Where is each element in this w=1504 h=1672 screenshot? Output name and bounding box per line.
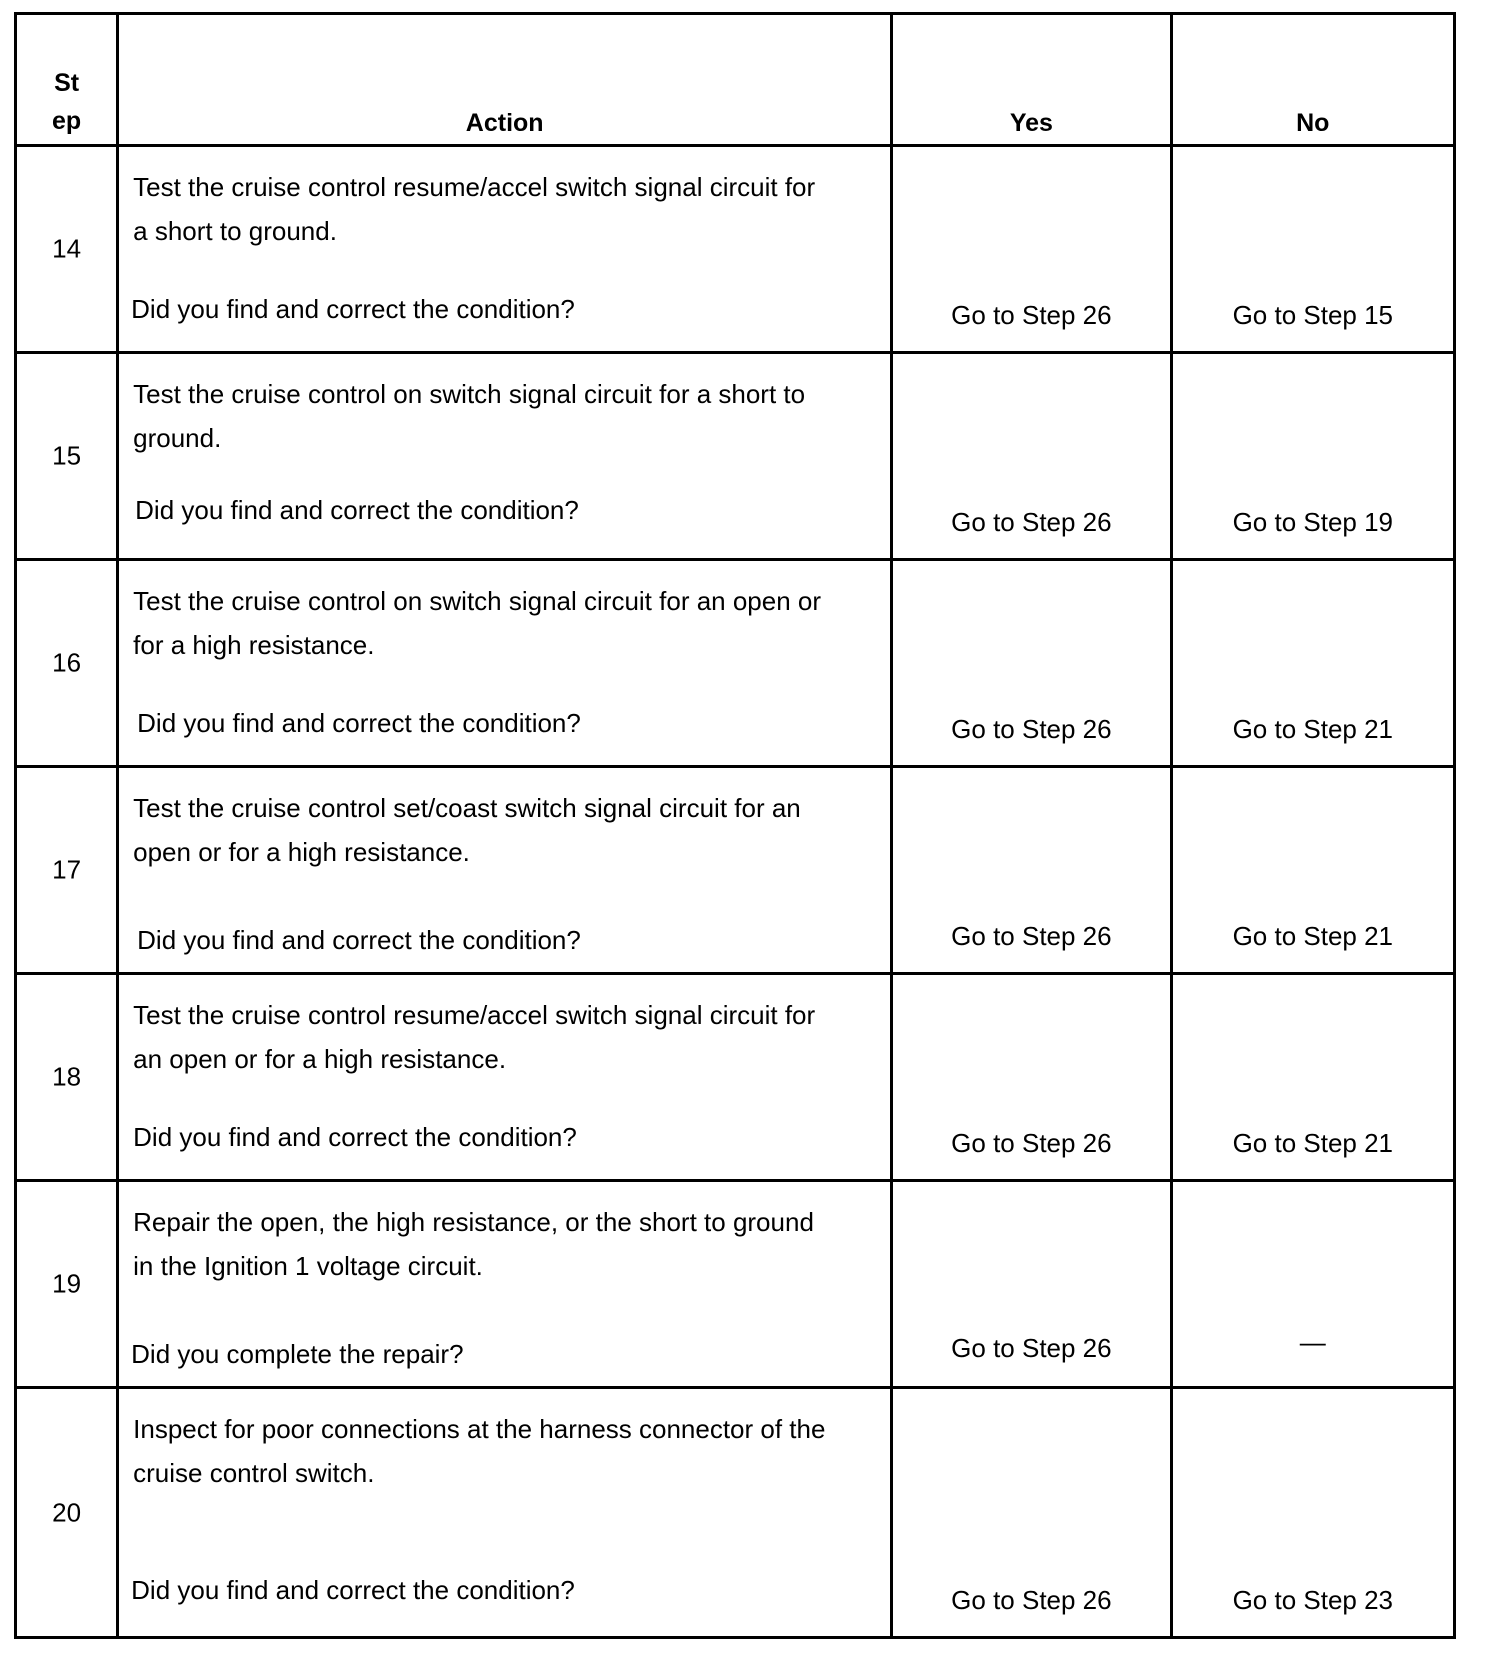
yes-result: Go to Step 26 [951,921,1112,951]
header-no-label: No [1296,109,1330,137]
step-cell [16,146,118,353]
action-cell [118,974,892,1181]
table-row [16,1388,1455,1638]
action-cell [118,353,892,560]
yes-result: Go to Step 26 [951,714,1112,744]
diagnostic-table [14,12,1456,1639]
step-number: 18 [52,1061,82,1092]
action-question: Did you find and correct the condition? [137,708,581,738]
header-step [16,14,118,146]
step-cell [16,1181,118,1388]
no-cell [1171,560,1454,767]
table-row [16,353,1455,560]
no-result: Go to Step 23 [1232,1585,1394,1615]
no-cell [1171,974,1454,1181]
yes-result: Go to Step 26 [951,1585,1112,1615]
yes-cell [892,1181,1171,1388]
yes-result: Go to Step 26 [951,1333,1112,1363]
action-question: Did you find and correct the condition? [131,294,575,324]
yes-cell [892,1388,1171,1638]
header-yes [892,14,1171,146]
action-cell [118,767,892,974]
no-result: Go to Step 21 [1232,1128,1394,1158]
table-row [16,1181,1455,1388]
action-cell [118,146,892,353]
action-cell [118,560,892,767]
table-row [16,146,1455,353]
header-row [16,14,1455,146]
no-result: — [1299,1327,1326,1357]
step-cell [16,974,118,1181]
step-cell [16,353,118,560]
header-action [118,14,892,146]
action-cell [118,1388,892,1638]
yes-result: Go to Step 26 [951,300,1112,330]
action-text: Test the cruise control resume/accel switch signal circuit for a short to ground. [133,172,816,246]
yes-cell [892,560,1171,767]
no-cell [1171,767,1454,974]
action-question: Did you find and correct the condition? [131,1575,575,1605]
no-result: Go to Step 21 [1232,921,1394,951]
step-number: 19 [52,1268,82,1299]
table-row [16,560,1455,767]
header-no [1171,14,1454,146]
step-number: 14 [52,233,82,264]
yes-cell [892,974,1171,1181]
action-text: Repair the open, the high resistance, or the short to ground in the Ignition 1 voltage circuit. [133,1207,814,1281]
step-number: 15 [52,440,82,471]
action-cell [118,1181,892,1388]
yes-cell [892,353,1171,560]
action-question: Did you find and correct the condition? [133,1122,577,1152]
yes-cell [892,146,1171,353]
action-text: Test the cruise control on switch signal circuit for an open or for a high resistance. [133,586,822,660]
no-cell [1171,1181,1454,1388]
table-row [16,767,1455,974]
step-cell [16,560,118,767]
step-number: 17 [52,854,82,885]
yes-cell [892,767,1171,974]
header-yes-label: Yes [1009,109,1053,137]
step-number: 16 [52,647,82,678]
yes-result: Go to Step 26 [951,507,1112,537]
no-cell [1171,146,1454,353]
no-result: Go to Step 19 [1232,507,1394,537]
action-text: Test the cruise control set/coast switch signal circuit for an open or for a high resistance. [133,793,801,867]
no-cell [1171,1388,1454,1638]
action-text: Inspect for poor connections at the harness connector of the cruise control switch. [133,1414,826,1488]
action-text: Test the cruise control on switch signal circuit for a short to ground. [133,379,806,453]
no-cell [1171,353,1454,560]
step-cell [16,1388,118,1638]
action-text: Test the cruise control resume/accel switch signal circuit for an open or for a high resistance. [133,1000,816,1074]
action-question: Did you complete the repair? [131,1339,464,1369]
header-action-label: Action [465,109,544,137]
no-result: Go to Step 15 [1232,300,1394,330]
action-question: Did you find and correct the condition? [135,495,579,525]
action-question: Did you find and correct the condition? [137,925,581,955]
no-result: Go to Step 21 [1232,714,1394,744]
yes-result: Go to Step 26 [951,1128,1112,1158]
table-row [16,974,1455,1181]
step-number: 20 [52,1497,82,1527]
header-step-label: St ep [51,69,82,135]
step-cell [16,767,118,974]
